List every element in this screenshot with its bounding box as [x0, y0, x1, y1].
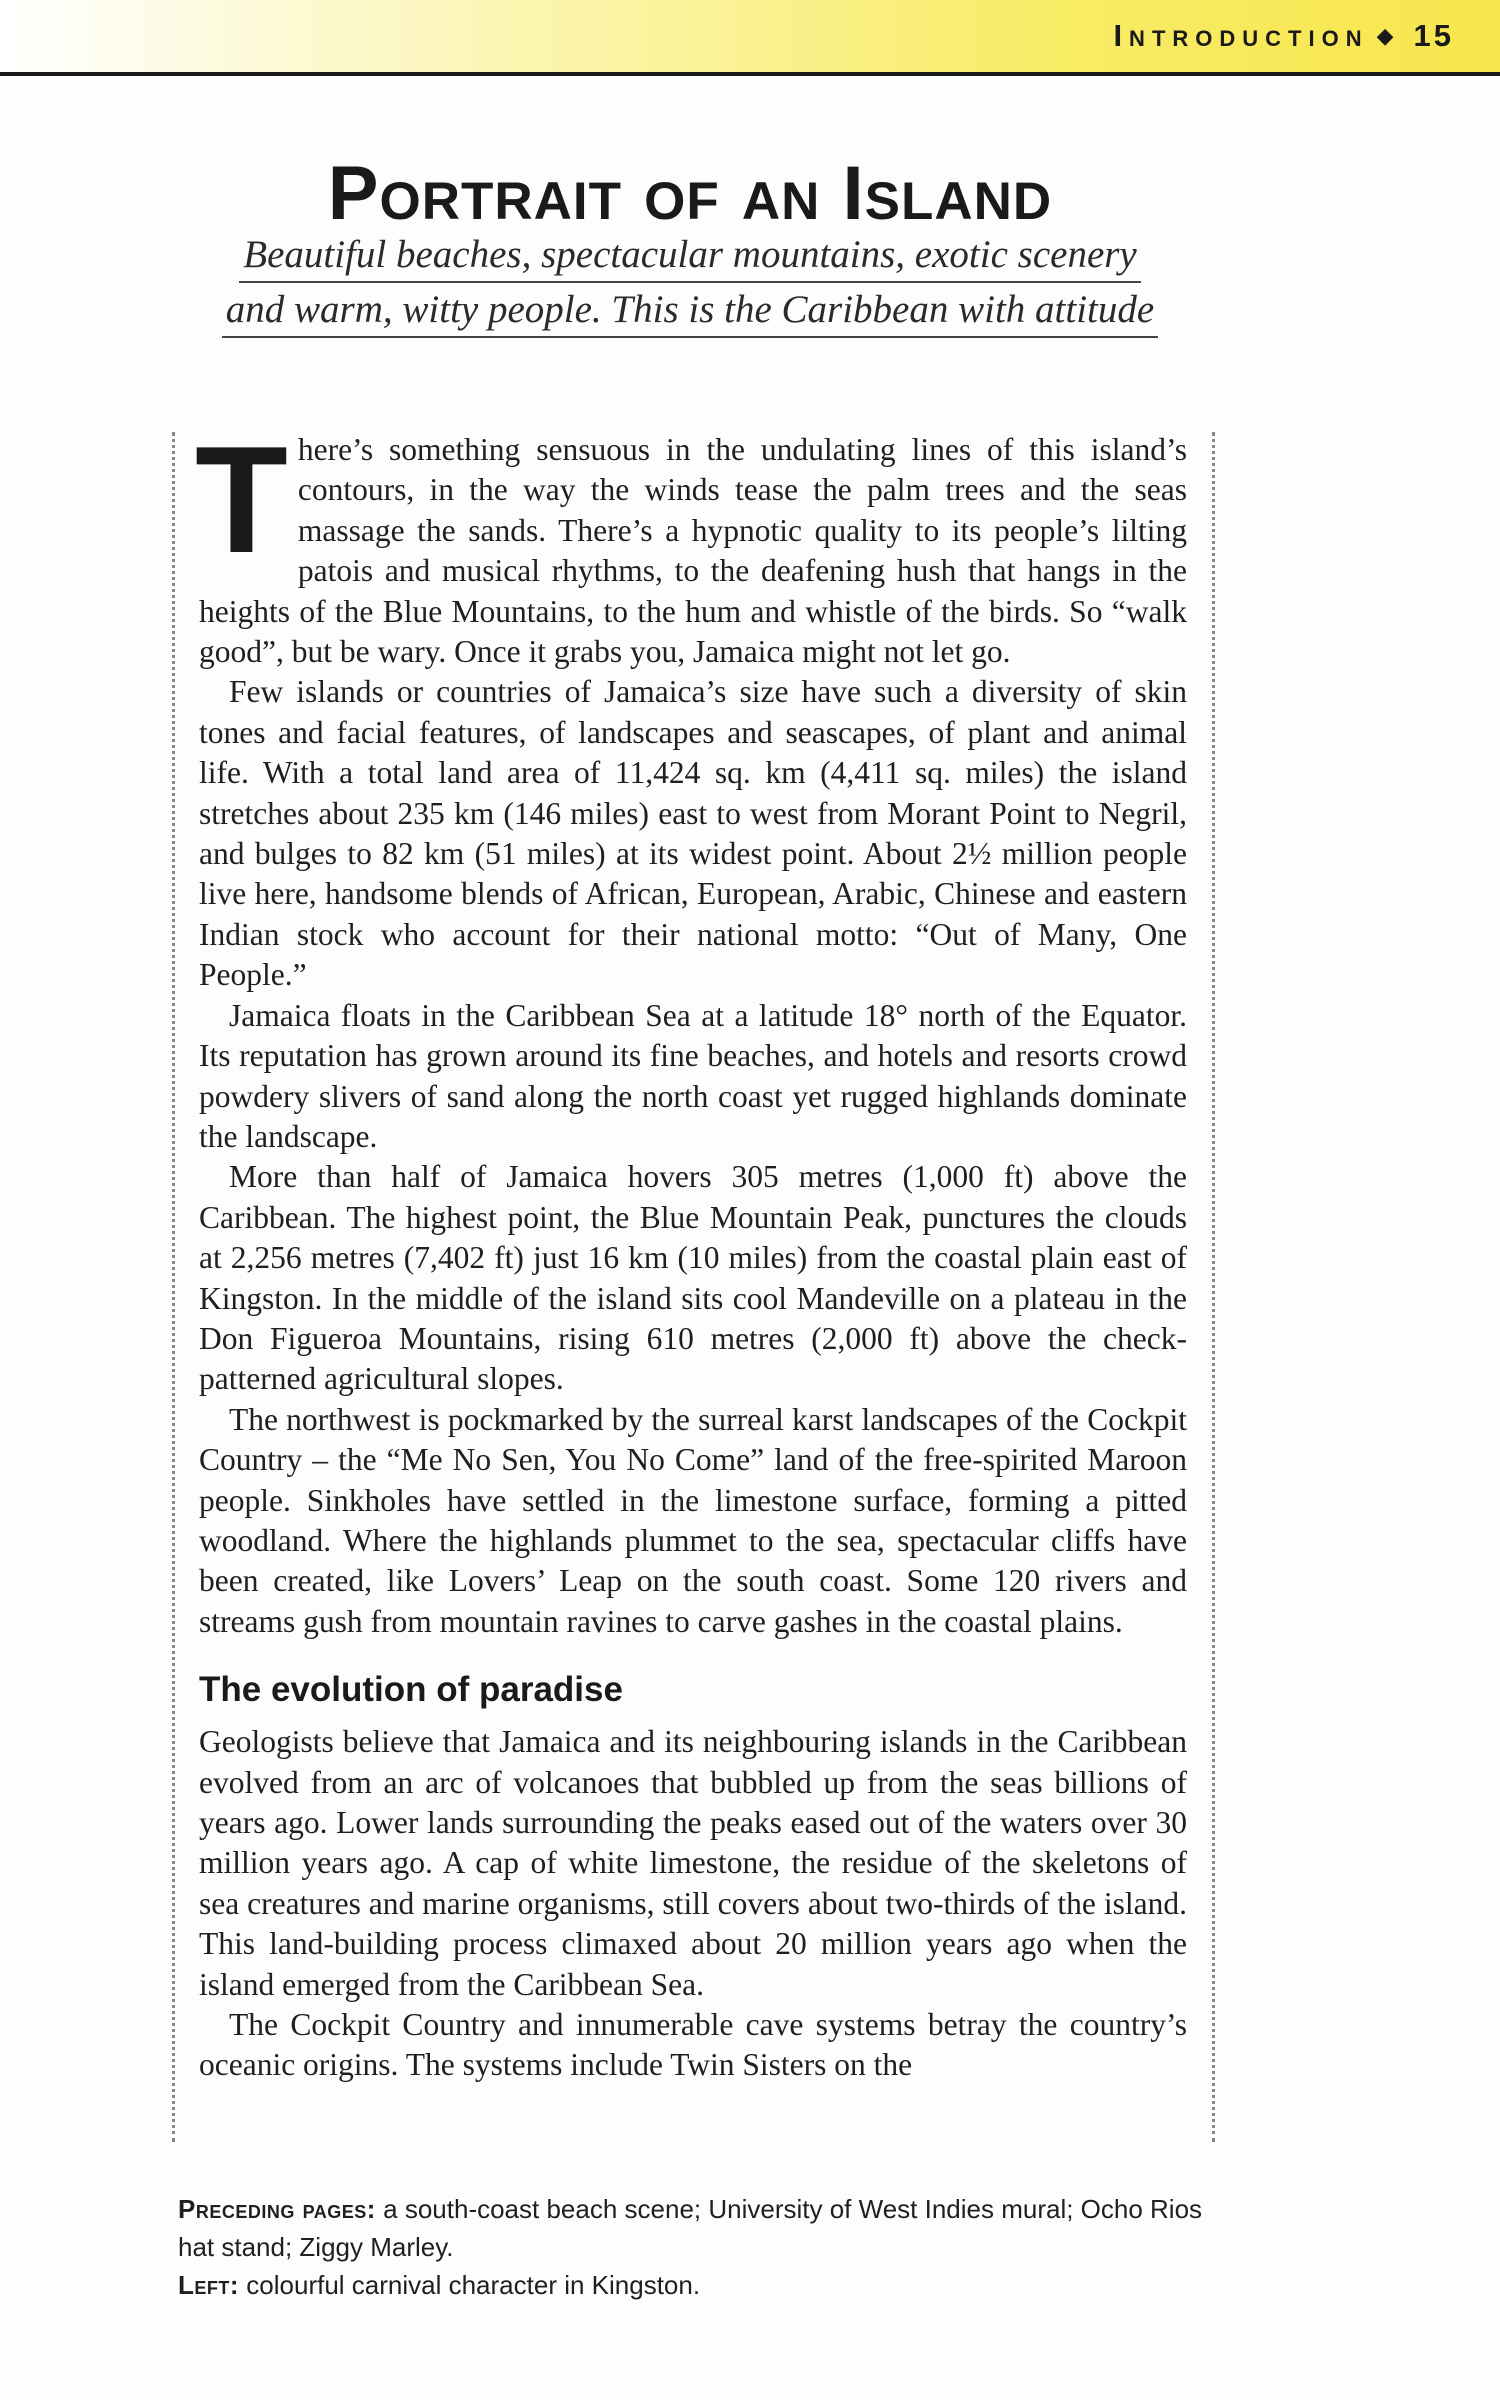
paragraph-4: More than half of Jamaica hovers 305 metres (1,000 ft) above the Caribbean. The highest point, the Blue Mountain Peak, punctures the clouds at 2,256 metres (7,402 ft) just 16 km (10 miles) from the coastal plain east of Kingston. In the middle of the island sits cool Mandeville on a plateau in the Don Figueroa Mountains, rising 610 metres (2,000 ft) above the check-patterned agricultural slopes. — [199, 1159, 1187, 1397]
photo-captions — [178, 2190, 1228, 2304]
section-heading: The evolution of paradise — [199, 1670, 623, 1710]
page-title: Portrait of an Island — [327, 151, 1053, 236]
caption-text-preceding: a south-coast beach scene; University of West Indies mural; Ocho Rios hat stand; Ziggy Marley. — [178, 2194, 1203, 2262]
column-rule-right — [1212, 432, 1215, 2142]
body-text — [195, 415, 1187, 2086]
subtitle-line-2: and warm, witty people. This is the Caribbean with attitude — [222, 284, 1158, 338]
drop-cap: T — [195, 415, 288, 585]
header-rule — [0, 72, 1500, 76]
running-head — [1113, 18, 1454, 54]
column-rule-left — [172, 432, 175, 2142]
paragraph-1-text: here’s something sensuous in the undulating lines of this island’s contours, in the way the winds tease the palm trees and the seas massage the sands. There’s a hypnotic quality to its people’s lilting patois and musical rhythms, to the deafening hush that hangs in the heights of the Blue Mountains, to the hum and whistle of the birds. So “walk good”, but be wary. Once it grabs you, Jamaica might not let go. — [199, 432, 1187, 670]
paragraph-1 — [195, 415, 1187, 672]
subtitle-line-1: Beautiful beaches, spectacular mountains, exotic scenery — [239, 229, 1141, 283]
paragraph-6: Geologists believe that Jamaica and its neighbouring islands in the Caribbean evolved from an arc of volcanoes that bubbled up from the seas billions of years ago. Lower lands surrounding the peaks eased out of the waters over 30 million years ago. A cap of white limestone, the residue of the skeletons of sea creatures and marine organisms, still covers about two-thirds of the island. This land-building process climaxed about 20 million years ago when the island emerged from the Caribbean Sea. — [199, 1724, 1187, 2002]
caption-left — [178, 2266, 1228, 2304]
paragraph-3: Jamaica floats in the Caribbean Sea at a latitude 18° north of the Equator. Its reputation has grown around its fine beaches, and hotels and resorts crowd powdery slivers of sand along the north coast yet rugged highlands dominate the landscape. — [199, 997, 1187, 1154]
caption-label-preceding: Preceding pages: — [178, 2194, 376, 2224]
page-number: 15 — [1413, 18, 1454, 53]
subtitle — [190, 228, 1190, 338]
caption-preceding-pages — [178, 2190, 1228, 2266]
section-label: Introduction — [1113, 18, 1369, 53]
caption-label-left: Left: — [178, 2270, 240, 2300]
paragraph-5: The northwest is pockmarked by the surreal karst landscapes of the Cockpit Country – the “Me No Sen, You No Come” land of the free-spirited Maroon people. Sinkholes have settled in the limestone surface, forming a pitted woodland. Where the highlands plummet to the sea, spectacular cliffs have been created, like Lovers’ Leap on the south coast. Some 120 rivers and streams gush from mountain ravines to carve gashes in the coastal plains. — [199, 1401, 1187, 1639]
paragraph-2: Few islands or countries of Jamaica’s size have such a diversity of skin tones and facial features, of landscapes and seascapes, of plant and animal life. With a total land area of 11,424 sq. km (4,411 sq. miles) the island stretches about 235 km (146 miles) east to west from Morant Point to Negril, and bulges to 82 km (51 miles) at its widest point. About 2½ million people live here, handsome blends of African, European, Arabic, Chinese and eastern Indian stock who account for their national motto: “Out of Many, One People.” — [199, 674, 1187, 993]
caption-text-left: colourful carnival character in Kingston. — [246, 2270, 701, 2300]
paragraph-7: The Cockpit Country and innumerable cave systems betray the country’s oceanic origins. The systems include Twin Sisters on the — [199, 2007, 1187, 2083]
diamond-icon: ◆ — [1376, 23, 1394, 48]
